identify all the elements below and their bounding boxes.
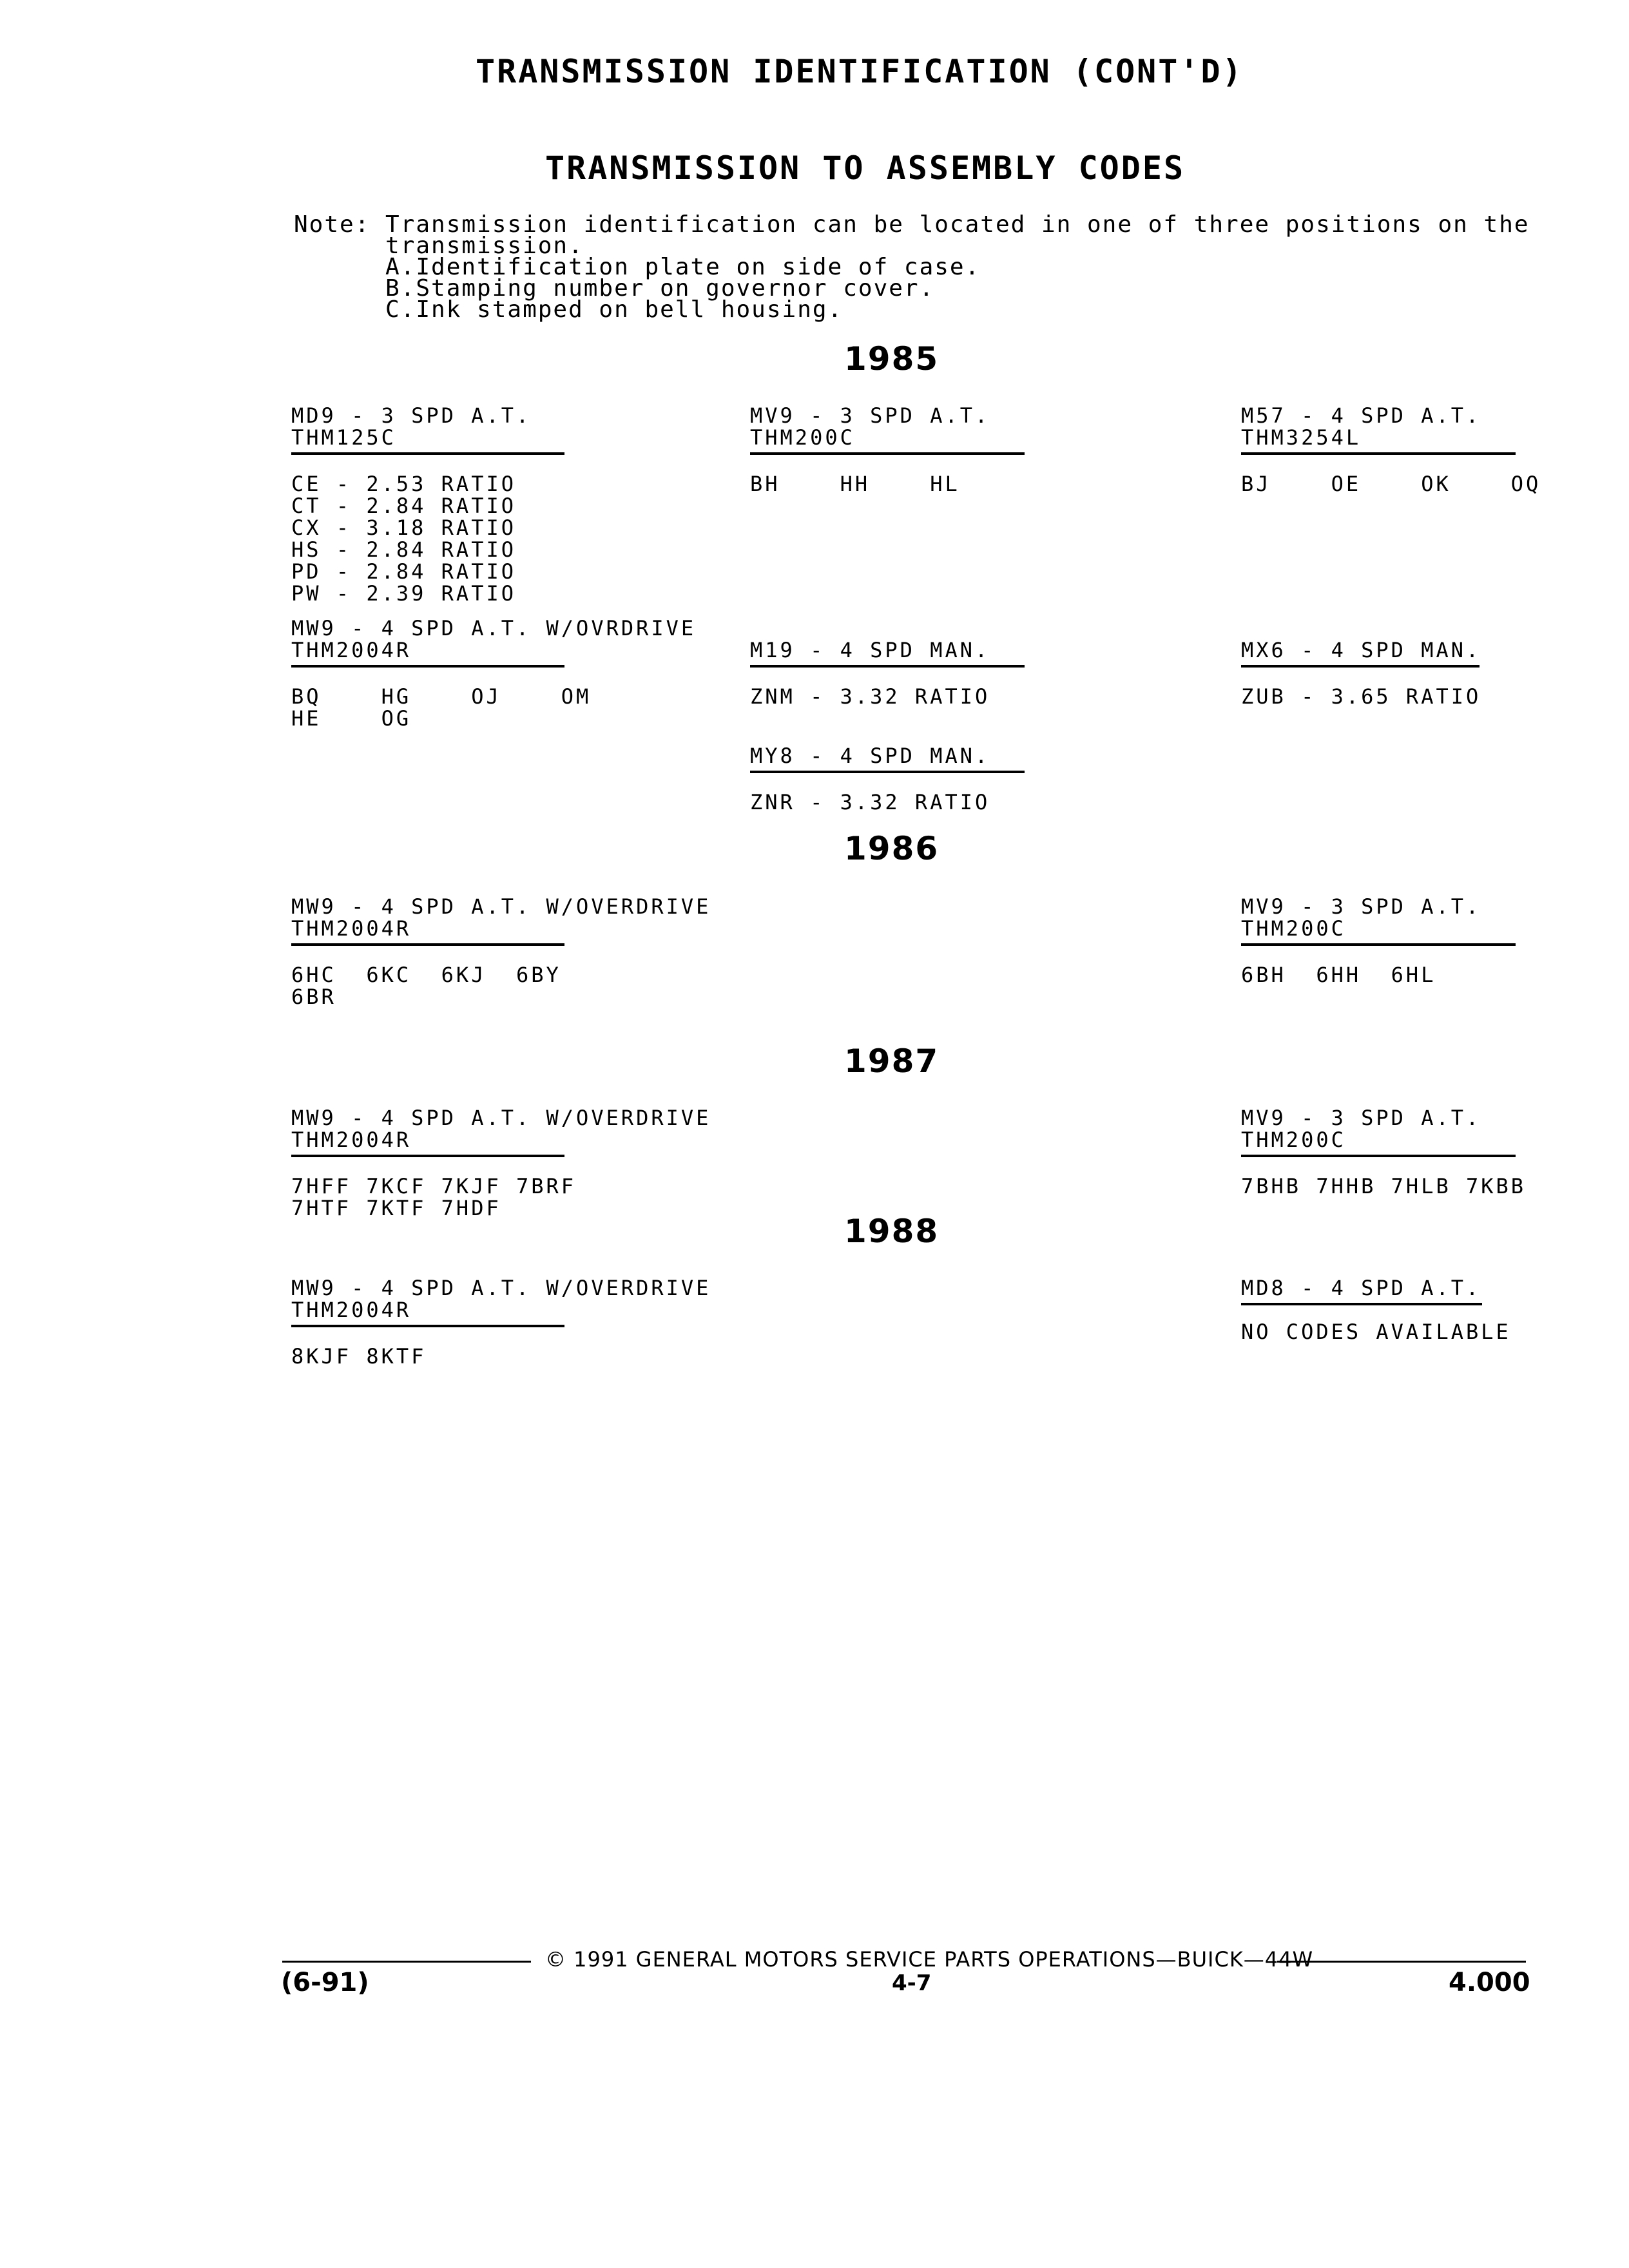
note-label: Note: bbox=[294, 211, 371, 238]
footer-section-number: 4.000 bbox=[1449, 1968, 1530, 1997]
code-list: 6BH 6HH 6HL bbox=[1241, 963, 1436, 987]
transmission-block bbox=[1241, 1107, 1526, 1197]
year-heading: 1985 bbox=[844, 340, 940, 378]
block-header: MW9 - 4 SPD A.T. W/OVRDRIVE THM2004R bbox=[291, 616, 697, 662]
code-list: 6HC 6KC 6KJ 6BY 6BR bbox=[291, 963, 561, 1009]
transmission-block bbox=[291, 896, 711, 1008]
code-list: BQ HG OJ OM HE OG bbox=[291, 684, 592, 731]
year-heading: 1988 bbox=[844, 1213, 940, 1250]
block-header: MW9 - 4 SPD A.T. W/OVERDRIVE THM2004R bbox=[291, 894, 711, 941]
header-rule bbox=[750, 771, 1025, 773]
header-rule bbox=[291, 1325, 564, 1327]
block-header: MV9 - 3 SPD A.T. THM200C bbox=[1241, 1106, 1481, 1152]
note-line: transmission. bbox=[385, 233, 584, 259]
transmission-block bbox=[291, 405, 564, 604]
block-header: MV9 - 3 SPD A.T. THM200C bbox=[750, 403, 990, 450]
code-list: CE - 2.53 RATIO CT - 2.84 RATIO CX - 3.18 RATIO HS - 2.84 RATIO PD - 2.84 RATIO PW - 2.39 RATIO bbox=[291, 472, 516, 606]
header-rule bbox=[291, 943, 564, 946]
header-rule bbox=[1241, 452, 1516, 455]
note-line: C.Ink stamped on bell housing. bbox=[385, 296, 843, 323]
header-rule bbox=[291, 1155, 564, 1157]
code-list: 8KJF 8KTF bbox=[291, 1344, 427, 1369]
transmission-block bbox=[1241, 1277, 1482, 1305]
block-header: MD9 - 3 SPD A.T. THM125C bbox=[291, 403, 532, 450]
code-list: 7HFF 7KCF 7KJF 7BRF 7HTF 7KTF 7HDF bbox=[291, 1174, 577, 1220]
transmission-block bbox=[291, 617, 696, 729]
page-title: TRANSMISSION IDENTIFICATION (CONT'D) bbox=[476, 53, 1244, 90]
header-rule bbox=[291, 452, 564, 455]
code-list: BJ OE OK OQ bbox=[1241, 472, 1541, 496]
header-rule bbox=[1241, 943, 1516, 946]
year-heading: 1986 bbox=[844, 830, 940, 867]
code-list: BH HH HL bbox=[750, 472, 960, 496]
block-header: M57 - 4 SPD A.T. THM3254L bbox=[1241, 403, 1481, 450]
transmission-block bbox=[750, 745, 1025, 813]
header-rule bbox=[750, 452, 1025, 455]
code-list: ZNM - 3.32 RATIO bbox=[750, 684, 990, 709]
header-rule bbox=[1241, 665, 1480, 668]
footer-copyright: © 1991 GENERAL MOTORS SERVICE PARTS OPERATIONS—BUICK—44W bbox=[545, 1947, 1314, 1972]
block-header: MX6 - 4 SPD MAN. bbox=[1241, 638, 1481, 662]
transmission-block bbox=[291, 1107, 711, 1219]
block-header: MV9 - 3 SPD A.T. THM200C bbox=[1241, 894, 1481, 941]
footer-page-number: 4-7 bbox=[892, 1970, 932, 1996]
code-list: ZNR - 3.32 RATIO bbox=[750, 790, 990, 814]
transmission-block bbox=[1241, 405, 1541, 495]
note-line: A.Identification plate on side of case. bbox=[385, 254, 981, 280]
transmission-block bbox=[1241, 896, 1516, 986]
block-header: MY8 - 4 SPD MAN. bbox=[750, 744, 990, 768]
block-header: MD8 - 4 SPD A.T. bbox=[1241, 1276, 1481, 1300]
block-header: MW9 - 4 SPD A.T. W/OVERDRIVE THM2004R bbox=[291, 1276, 711, 1322]
block-header: M19 - 4 SPD MAN. bbox=[750, 638, 990, 662]
transmission-block bbox=[750, 405, 1025, 495]
code-list: 7BHB 7HHB 7HLB 7KBB bbox=[1241, 1174, 1527, 1198]
transmission-block bbox=[291, 1277, 711, 1367]
page-subtitle: TRANSMISSION TO ASSEMBLY CODES bbox=[545, 149, 1186, 187]
footer-rule-left bbox=[282, 1961, 531, 1963]
note-line: Transmission identification can be located in one of three positions on the bbox=[385, 211, 1530, 238]
no-codes-note: NO CODES AVAILABLE bbox=[1241, 1320, 1511, 1344]
block-header: MW9 - 4 SPD A.T. W/OVERDRIVE THM2004R bbox=[291, 1106, 711, 1152]
header-rule bbox=[291, 665, 564, 668]
header-rule bbox=[750, 665, 1025, 668]
footer-date: (6-91) bbox=[281, 1968, 369, 1997]
header-rule bbox=[1241, 1155, 1516, 1157]
transmission-block bbox=[750, 639, 1025, 707]
header-rule bbox=[1241, 1303, 1482, 1305]
year-heading: 1987 bbox=[844, 1043, 940, 1080]
footer-rule-right bbox=[1277, 1961, 1526, 1963]
code-list: ZUB - 3.65 RATIO bbox=[1241, 684, 1481, 709]
transmission-block bbox=[1241, 639, 1481, 707]
note-line: B.Stamping number on governor cover. bbox=[385, 275, 935, 302]
